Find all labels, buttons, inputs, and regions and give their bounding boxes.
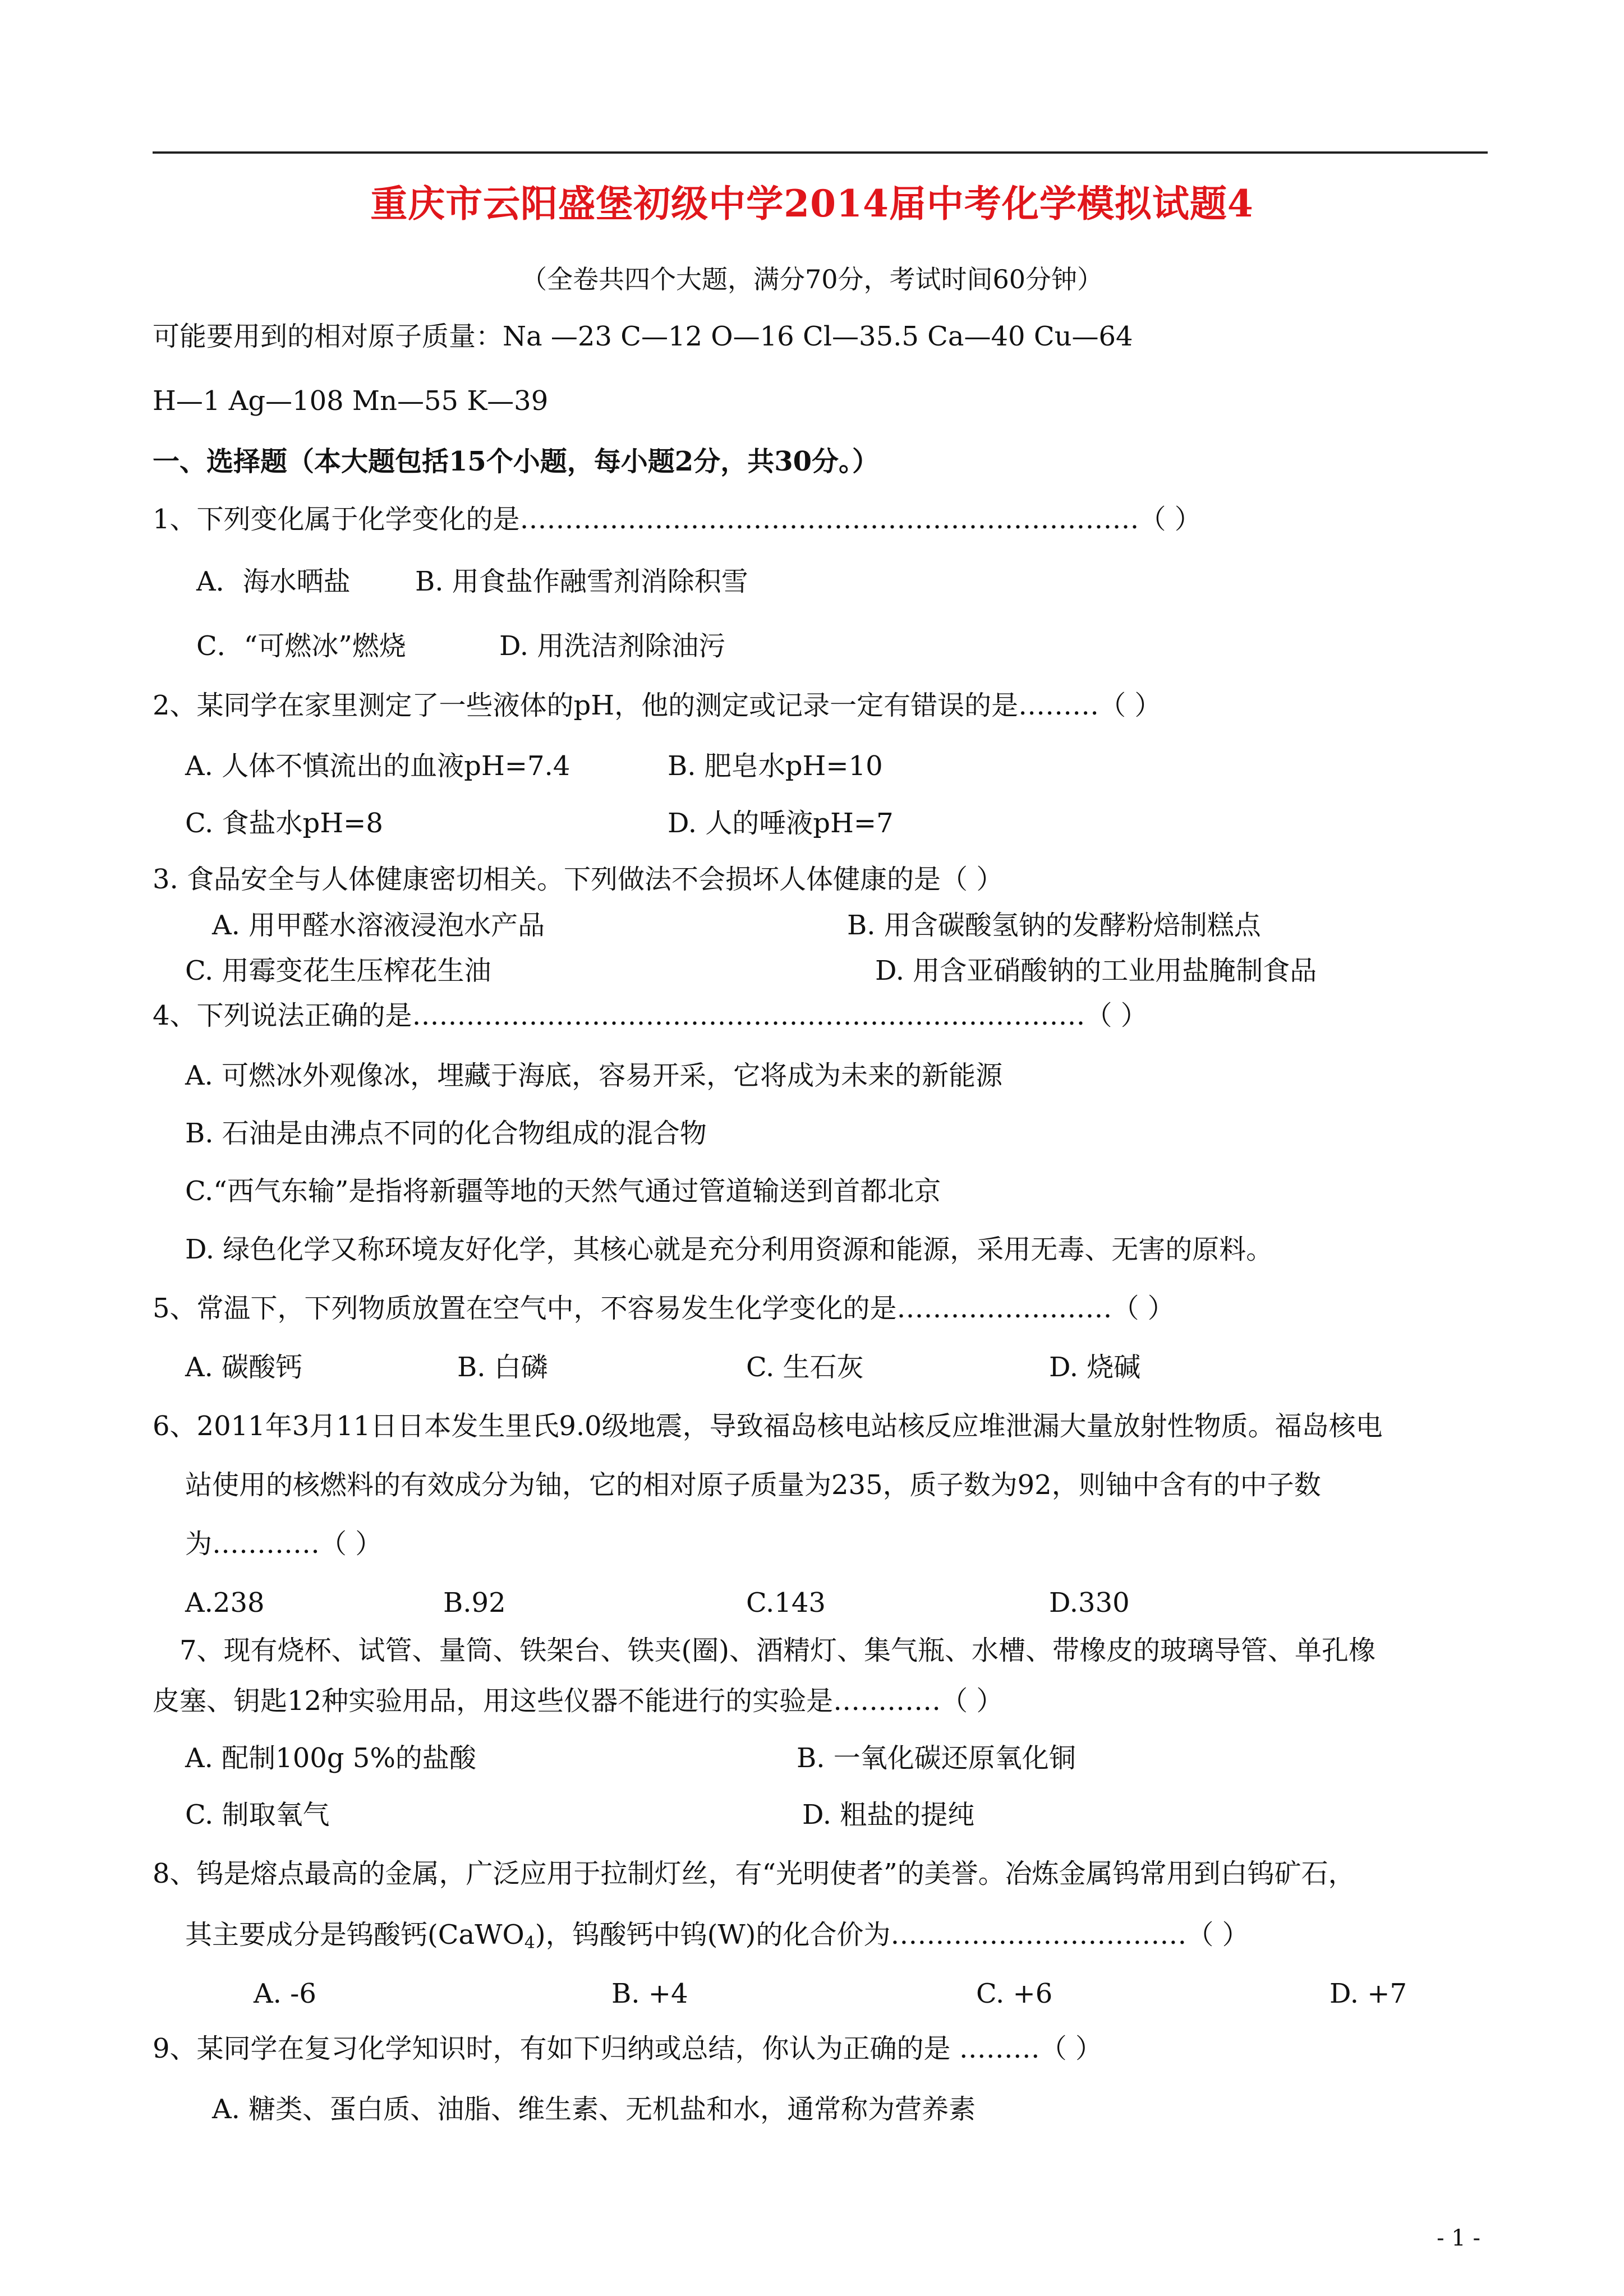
- question-7-line-1: 7、现有烧杯、试管、量筒、铁架台、铁夹(圈)、酒精灯、集气瓶、水槽、带橡皮的玻璃导管、单孔橡: [180, 1635, 1375, 1666]
- question-8-line-1: 8、钨是熔点最高的金属，广泛应用于拉制灯丝，有“光明使者”的美誉。冶炼金属钨常用到白钨矿石，: [153, 1858, 1355, 1889]
- question-5-option-d: D. 烧碱: [1049, 1352, 1141, 1383]
- question-2-option-b: B. 肥皂水pH=10: [668, 750, 883, 782]
- question-8-option-b: B. +4: [611, 1978, 688, 2009]
- question-5-stem: 5、常温下，下列物质放置在空气中，不容易发生化学变化的是……………………（ ）: [153, 1293, 1175, 1324]
- question-8-option-a: A. -6: [254, 1978, 316, 2009]
- question-8-line-2: 其主要成分是钨酸钙(CaWO$_4$)，钨酸钙中钨(W)的化合价为……………………………（ ）: [185, 1919, 1249, 1953]
- section-heading: 一、选择题（本大题包括15个小题，每小题2分，共30分。）: [153, 446, 879, 477]
- question-6-line-3: 为…………（ ）: [185, 1528, 383, 1560]
- question-7-option-b: B. 一氧化碳还原氧化铜: [797, 1742, 1076, 1774]
- question-3-option-b: B. 用含碳酸氢钠的发酵粉焙制糕点: [847, 910, 1261, 941]
- question-3-option-c: C. 用霉变花生压榨花生油: [185, 955, 491, 986]
- question-6-option-b: B.92: [443, 1587, 506, 1619]
- question-8-option-c: C. +6: [976, 1978, 1053, 2009]
- question-4-option-d: D. 绿色化学又称环境友好化学，其核心就是充分利用资源和能源，采用无毒、无害的原料。: [185, 1234, 1273, 1265]
- question-1-option-b: B. 用食盐作融雪剂消除积雪: [415, 566, 748, 597]
- question-3-stem: 3. 食品安全与人体健康密切相关。下列做法不会损坏人体健康的是（ ）: [153, 864, 1004, 895]
- question-1-stem: 1、下列变化属于化学变化的是……………………………………………………………（ ）: [153, 504, 1202, 535]
- question-6-line-2: 站使用的核燃料的有效成分为铀，它的相对原子质量为235，质子数为92，则铀中含有的中子数: [185, 1469, 1321, 1501]
- question-2-option-c: C. 食盐水pH=8: [185, 808, 383, 839]
- question-4-stem: 4、下列说法正确的是…………………………………………………………………（ ）: [153, 1000, 1148, 1031]
- question-6-option-c: C.143: [746, 1587, 826, 1619]
- question-2-option-a: A. 人体不慎流出的血液pH=7.4: [185, 750, 571, 782]
- page-number: - 1 -: [1437, 2225, 1480, 2251]
- question-4-option-b: B. 石油是由沸点不同的化合物组成的混合物: [185, 1118, 707, 1149]
- atomic-mass-line-2: H—1 Ag—108 Mn—55 K—39: [153, 385, 549, 417]
- question-9-option-a: A. 糖类、蛋白质、油脂、维生素、无机盐和水，通常称为营养素: [212, 2094, 976, 2125]
- question-5-option-c: C. 生石灰: [746, 1352, 864, 1383]
- header-rule: [153, 151, 1488, 154]
- question-7-option-d: D. 粗盐的提纯: [802, 1799, 975, 1831]
- question-1-option-d: D. 用洗洁剂除油污: [499, 630, 726, 662]
- question-6-option-d: D.330: [1049, 1587, 1130, 1619]
- question-4-option-c: C.“西气东输”是指将新疆等地的天然气通过管道输送到首都北京: [185, 1175, 941, 1207]
- question-9-stem: 9、某同学在复习化学知识时，有如下归纳或总结，你认为正确的是 ………（ ）: [153, 2033, 1103, 2064]
- question-2-stem: 2、某同学在家里测定了一些液体的pH，他的测定或记录一定有错误的是………（ ）: [153, 690, 1162, 721]
- question-7-option-c: C. 制取氧气: [185, 1799, 330, 1831]
- question-5-option-b: B. 白磷: [457, 1352, 548, 1383]
- question-6-option-a: A.238: [185, 1587, 265, 1619]
- question-1-option-c: C．“可燃冰”燃烧: [196, 630, 406, 662]
- question-7-option-a: A. 配制100g 5%的盐酸: [185, 1742, 476, 1774]
- exam-info: （全卷共四个大题，满分70分，考试时间60分钟）: [521, 264, 1103, 294]
- atomic-mass-line-1: 可能要用到的相对原子质量：Na —23 C—12 O—16 Cl—35.5 Ca—40 Cu—64: [153, 321, 1133, 352]
- question-2-option-d: D. 人的唾液pH=7: [668, 808, 894, 839]
- question-7-line-2: 皮塞、钥匙12种实验用品，用这些仪器不能进行的实验是…………（ ）: [153, 1685, 1004, 1717]
- page-title: 重庆市云阳盛堡初级中学2014届中考化学模拟试题4: [370, 182, 1254, 225]
- question-6-line-1: 6、2011年3月11日日本发生里氏9.0级地震，导致福岛核电站核反应堆泄漏大量放射性物质。福岛核电: [153, 1410, 1383, 1442]
- question-4-option-a: A. 可燃冰外观像冰，埋藏于海底，容易开采，它将成为未来的新能源: [185, 1060, 1003, 1091]
- question-3-option-a: A. 用甲醛水溶液浸泡水产品: [212, 910, 545, 941]
- question-1-option-a: A．海水晒盐: [196, 566, 351, 597]
- question-8-option-d: D. +7: [1329, 1978, 1407, 2009]
- question-5-option-a: A. 碳酸钙: [185, 1352, 303, 1383]
- question-3-option-d: D. 用含亚硝酸钠的工业用盐腌制食品: [875, 955, 1317, 986]
